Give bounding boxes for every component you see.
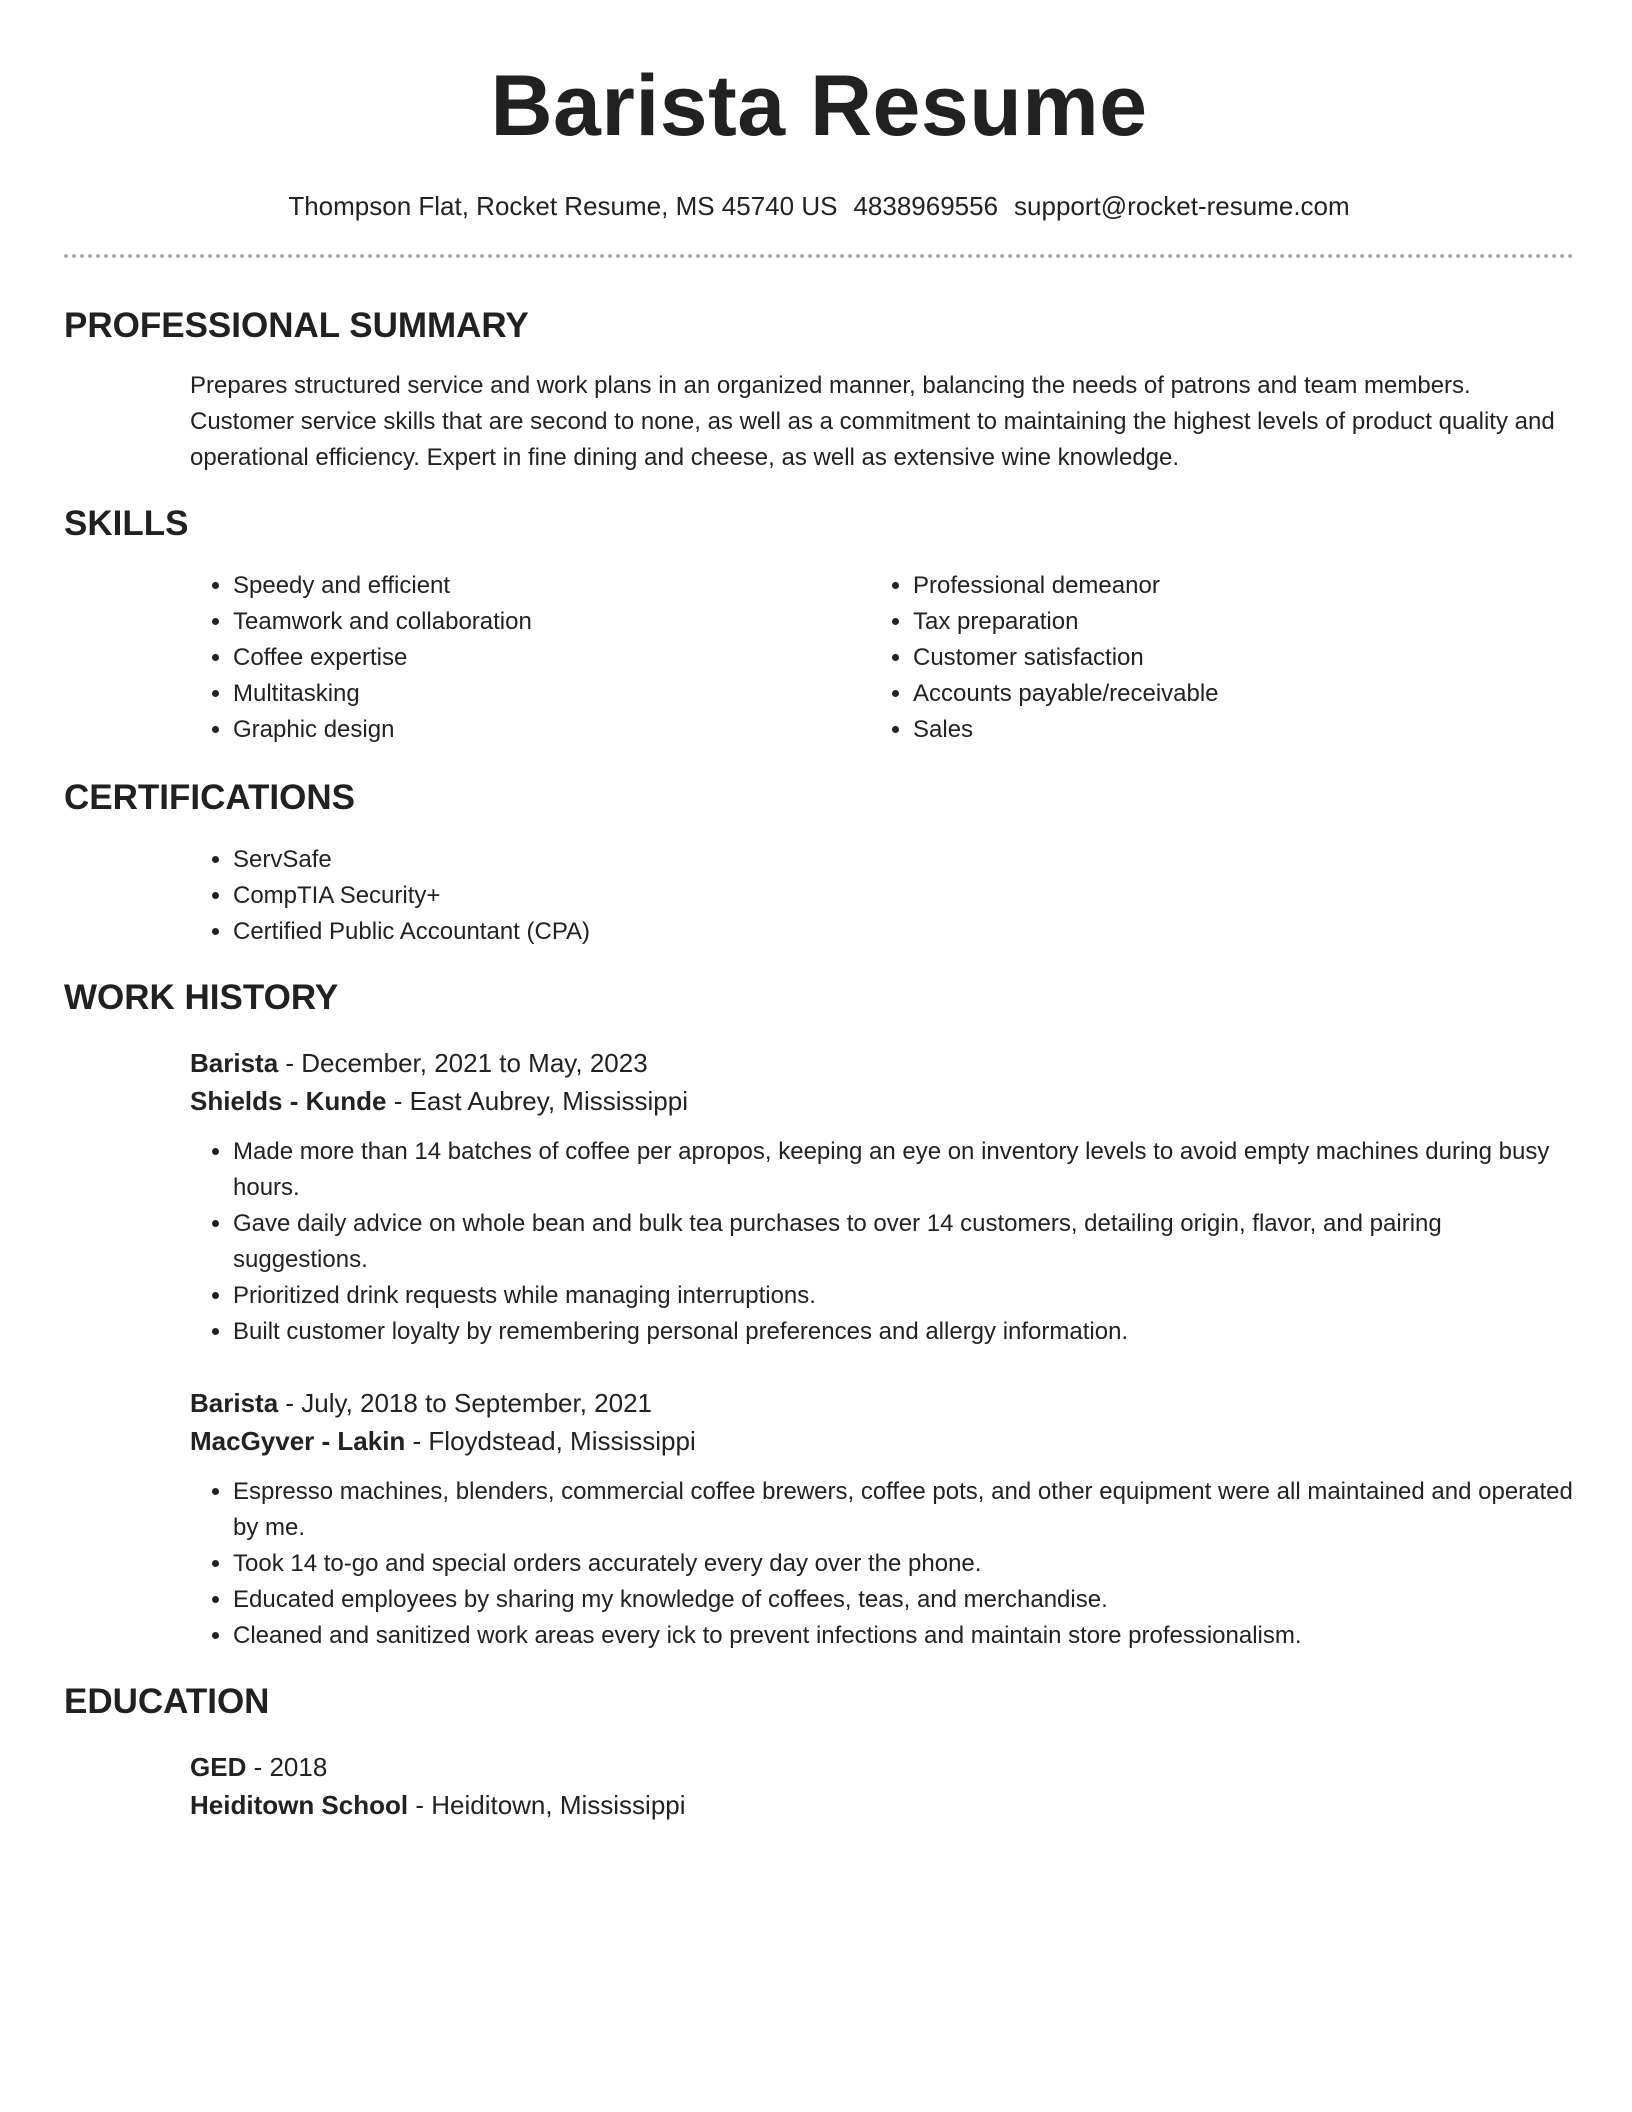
skill-item: • Coffee expertise [233, 640, 870, 676]
certification-item: • Certified Public Accountant (CPA) [233, 914, 1574, 950]
certification-item: • ServSafe [233, 842, 1574, 878]
job-bullet: • Gave daily advice on whole bean and bulk tea purchases to over 14 customers, detailing origin, flavor, and pairing suggestions. [233, 1206, 1574, 1278]
education-degree-line [190, 1748, 1574, 1786]
job-role: Barista [190, 1048, 279, 1078]
job-bullet: • Educated employees by sharing my knowledge of coffees, teas, and merchandise. [233, 1582, 1574, 1618]
summary-section [190, 368, 1574, 476]
job-bullet: • Cleaned and sanitized work areas every ick to prevent infections and maintain store professionalism. [233, 1618, 1574, 1654]
section-title-work-history: WORK HISTORY [64, 978, 339, 1017]
skill-item: • Tax preparation [913, 604, 1550, 640]
section-title-education: EDUCATION [64, 1682, 270, 1721]
work-history-section [190, 1044, 1574, 1654]
job-entry [190, 1044, 1574, 1350]
section-title-certifications: CERTIFICATIONS [64, 778, 356, 817]
certifications-section [190, 842, 1574, 950]
job-bullet: • Espresso machines, blenders, commercial coffee brewers, coffee pots, and other equipment were all maintained and operated by me. [233, 1474, 1574, 1546]
contact-phone: 4838969556 [853, 191, 999, 221]
skills-column-left [190, 568, 870, 748]
job-role: Barista [190, 1388, 279, 1418]
job-location: - Floydstead, Mississippi [405, 1426, 696, 1456]
job-company-line [190, 1422, 1574, 1460]
job-location: - East Aubrey, Mississippi [386, 1086, 688, 1116]
skills-section [190, 568, 1574, 748]
education-location: - Heiditown, Mississippi [408, 1790, 686, 1820]
education-school: Heiditown School [190, 1790, 409, 1820]
job-dates: - December, 2021 to May, 2023 [278, 1048, 648, 1078]
skill-item: • Accounts payable/receivable [913, 676, 1550, 712]
contact-address: Thompson Flat, Rocket Resume, MS 45740 US [288, 191, 838, 221]
contact-line [64, 188, 1574, 224]
job-title-line [190, 1384, 1574, 1422]
skill-item: • Professional demeanor [913, 568, 1550, 604]
certification-item: • CompTIA Security+ [233, 878, 1574, 914]
section-title-skills: SKILLS [64, 504, 189, 543]
job-entry [190, 1384, 1574, 1654]
skill-item: • Teamwork and collaboration [233, 604, 870, 640]
education-section [190, 1748, 1574, 1824]
job-company: Shields - Kunde [190, 1086, 387, 1116]
summary-text: Prepares structured service and work plans in an organized manner, balancing the needs of patrons and team members. Customer service skills that are second to none, as well as a commitment to maintaining the highest levels of product quality and operational efficiency. Expert in fine dining and cheese, as well as extensive wine knowledge. [190, 372, 1555, 471]
skill-item: • Speedy and efficient [233, 568, 870, 604]
education-school-line [190, 1786, 1574, 1824]
job-company-line [190, 1082, 1574, 1120]
skill-item: • Multitasking [233, 676, 870, 712]
education-year: - 2018 [246, 1752, 328, 1782]
skill-item: • Sales [913, 712, 1550, 748]
resume-page [64, 0, 1574, 1824]
skill-item: • Graphic design [233, 712, 870, 748]
contact-email: support@rocket-resume.com [1014, 191, 1350, 221]
job-company: MacGyver - Lakin [190, 1426, 406, 1456]
job-dates: - July, 2018 to September, 2021 [278, 1388, 653, 1418]
job-bullet: • Built customer loyalty by remembering personal preferences and allergy information. [233, 1314, 1574, 1350]
section-title-summary: PROFESSIONAL SUMMARY [64, 306, 529, 345]
job-title-line [190, 1044, 1574, 1082]
job-bullet: • Took 14 to-go and special orders accurately every day over the phone. [233, 1546, 1574, 1582]
job-bullet: • Prioritized drink requests while managing interruptions. [233, 1278, 1574, 1314]
header-divider [64, 254, 1574, 258]
education-degree: GED [190, 1752, 247, 1782]
skill-item: • Customer satisfaction [913, 640, 1550, 676]
skills-column-right [870, 568, 1550, 748]
resume-title: Barista Resume [490, 58, 1148, 154]
job-bullet: • Made more than 14 batches of coffee per apropos, keeping an eye on inventory levels to avoid empty machines during busy hours. [233, 1134, 1574, 1206]
